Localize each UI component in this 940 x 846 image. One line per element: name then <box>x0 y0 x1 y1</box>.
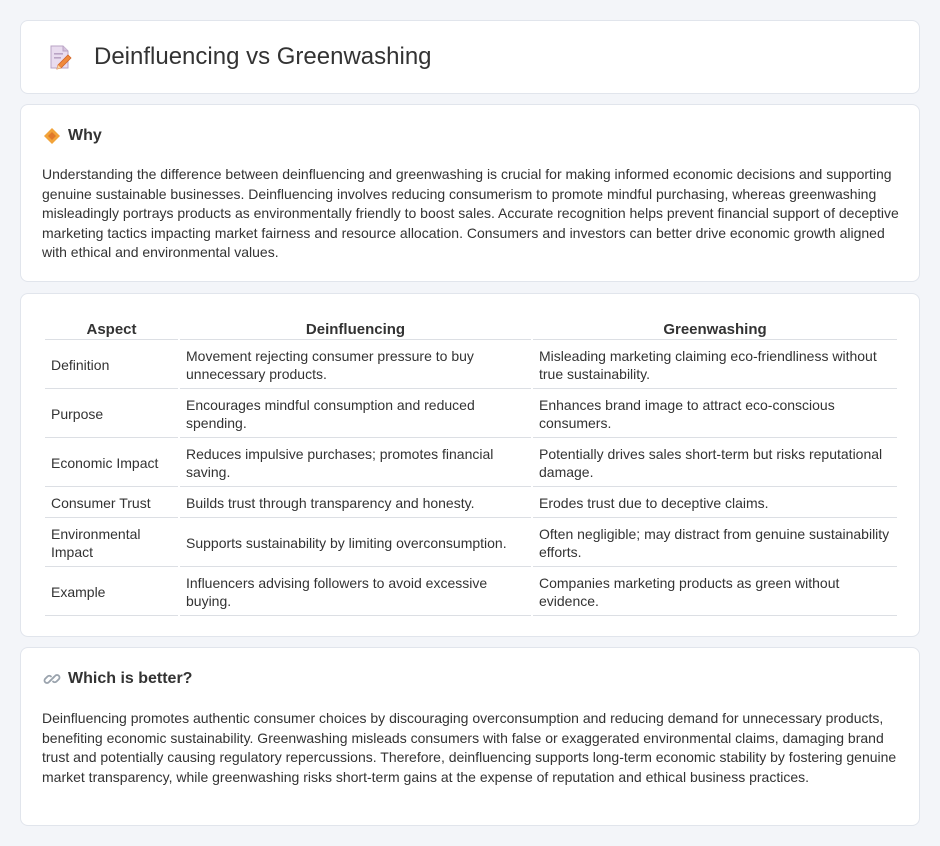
better-title: Which is better? <box>68 670 193 687</box>
table-row <box>45 440 897 487</box>
table-row <box>45 569 897 616</box>
table-row <box>45 391 897 438</box>
page-title: Deinfluencing vs Greenwashing <box>94 43 432 70</box>
header-aspect: Aspect <box>45 318 178 340</box>
row-aspect: Purpose <box>45 391 178 438</box>
table-row <box>45 342 897 389</box>
comparison-card <box>20 293 920 637</box>
row-deinfluencing: Supports sustainability by limiting overconsumption. <box>180 520 531 567</box>
better-text: Deinfluencing promotes authentic consumer choices by discouraging overconsumption and reducing demand for unnecessary products, benefiting economic sustainability. Greenwashing misleads consumers with false or exaggerated environmental claims, damaging brand trust and potentially causing regulatory repercussions. Therefore, deinfluencing supports long-term economic stability by fostering genuine market transparency, while greenwashing risks short-term gains at the expense of reputation and ethical business practices. <box>42 710 897 785</box>
row-greenwashing: Enhances brand image to attract eco-conscious consumers. <box>533 391 897 438</box>
better-heading <box>43 670 192 688</box>
row-deinfluencing: Builds trust through transparency and honesty. <box>180 489 531 518</box>
row-deinfluencing: Reduces impulsive purchases; promotes financial saving. <box>180 440 531 487</box>
better-card <box>20 647 920 826</box>
row-greenwashing: Often negligible; may distract from genuine sustainability efforts. <box>533 520 897 567</box>
header-deinfluencing: Deinfluencing <box>180 318 531 340</box>
comparison-table <box>43 316 899 618</box>
title-row <box>46 43 432 71</box>
row-greenwashing: Misleading marketing claiming eco-friendliness without true sustainability. <box>533 342 897 389</box>
row-greenwashing: Potentially drives sales short-term but risks reputational damage. <box>533 440 897 487</box>
row-aspect: Economic Impact <box>45 440 178 487</box>
row-deinfluencing: Influencers advising followers to avoid excessive buying. <box>180 569 531 616</box>
why-heading <box>43 127 102 145</box>
row-aspect: Environmental Impact <box>45 520 178 567</box>
header-greenwashing: Greenwashing <box>533 318 897 340</box>
table-row <box>45 489 897 518</box>
row-greenwashing: Companies marketing products as green without evidence. <box>533 569 897 616</box>
row-aspect: Definition <box>45 342 178 389</box>
header-card <box>20 20 920 94</box>
row-deinfluencing: Encourages mindful consumption and reduced spending. <box>180 391 531 438</box>
row-greenwashing: Erodes trust due to deceptive claims. <box>533 489 897 518</box>
document-pencil-icon <box>46 43 74 71</box>
why-text: Understanding the difference between deinfluencing and greenwashing is crucial for making informed economic decisions and supporting genuine sustainable businesses. Deinfluencing involves reducing consumerism to promote mindful purchasing, whereas greenwashing misleadingly portrays products as environmentally friendly to boost sales. Accurate recognition helps prevent financial support of deceptive marketing tactics impacting market fairness and resource allocation. Consumers and investors can better drive economic growth aligned with ethical and environmental values. <box>42 166 899 261</box>
why-title: Why <box>68 127 102 144</box>
row-aspect: Example <box>45 569 178 616</box>
table-header-row <box>45 318 897 340</box>
link-icon <box>43 670 61 688</box>
diamond-icon <box>43 127 61 145</box>
why-card <box>20 104 920 282</box>
table-row <box>45 520 897 567</box>
row-deinfluencing: Movement rejecting consumer pressure to buy unnecessary products. <box>180 342 531 389</box>
row-aspect: Consumer Trust <box>45 489 178 518</box>
